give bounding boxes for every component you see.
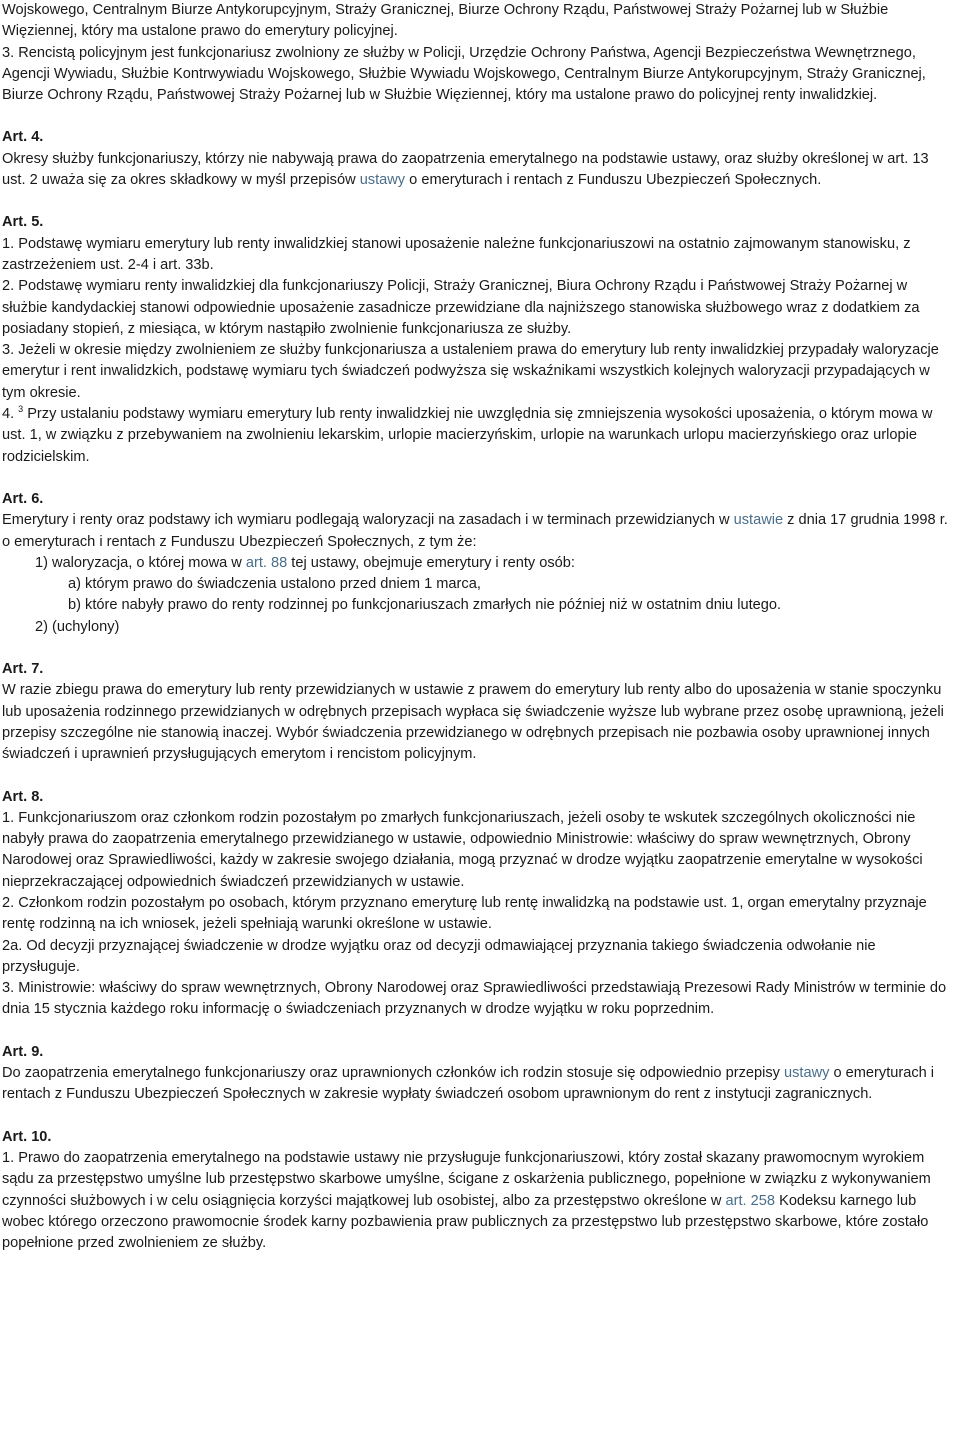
- article-7-title: Art. 7.: [2, 661, 44, 678]
- article-4-title: Art. 4.: [2, 129, 44, 146]
- article-5-paragraph-1: 1. Podstawę wymiaru emerytury lub renty inwalidzkiej stanowi uposażenie należne funkcjonariuszowi na ostatnio zajmowanym stanowisku, z zastrzeżeniem ust. 2-4 i art. 33b.: [2, 235, 911, 273]
- article-8-paragraph-2: 2. Członkom rodzin pozostałym po osobach, którym przyznano emeryturę lub rentę inwalidzką na podstawie ust. 1, organ emerytalny przyznaje rentę rodzinną na ich wniosek, jeżeli spełniają warunki określone w ustawie.: [2, 894, 927, 933]
- article-10-text-a: 1. Prawo do zaopatrzenia emerytalnego na podstawie ustawy nie przysługuje funkcjonariuszowi, który został skazany prawomocnym wyrokiem sądu za przestępstwo umyślne lub przestępstwo skarbowe umyślne, ścigane z oskarżenia publicznego, popełnione w związku z wykonywaniem czynności służbowych i w celu osiągnięcia korzyści majątkowej lub osobistej, albo za przestępstwo określone w: [2, 1149, 931, 1209]
- ustawie-link[interactable]: ustawie: [733, 512, 784, 529]
- article-10-paragraph-1: [2, 1148, 952, 1254]
- article-6-text-a: Emerytury i renty oraz podstawy ich wymiaru podlegają waloryzacji na zasadach i w terminach przewidzianych w: [2, 512, 734, 529]
- article-10-text-b: Kodeksu karnego lub wobec którego orzeczono prawomocnie środek karny pozbawienia praw publicznych za przestępstwo lub przestępstwo skarbowe, które zostało popełnione przed zwolnieniem ze służby.: [2, 1192, 929, 1252]
- item-1-text-a: 1) waloryzacja, o której mowa w: [35, 554, 246, 571]
- article-9-title: Art. 9.: [2, 1043, 44, 1060]
- article-10-title: Art. 10.: [2, 1128, 52, 1145]
- article-5-title: Art. 5.: [2, 214, 44, 231]
- ustawy-link[interactable]: ustawy: [359, 172, 406, 189]
- article-9-text-b: o emeryturach i rentach z Funduszu Ubezpieczeń Społecznych w zakresie wypłaty świadczeń osobom uprawnionym do rent z instytucji zagranicznych.: [2, 1065, 935, 1103]
- item-1-text-b: tej ustawy, obejmuje emerytury i renty osób:: [287, 554, 575, 571]
- article-9-text: [2, 1063, 952, 1106]
- article-6-item-1b: b) które nabyły prawo do renty rodzinnej po funkcjonariuszach zmarłych nie później niż w ostatnim dniu lutego.: [68, 597, 782, 614]
- article-4-text: [2, 149, 952, 192]
- article-4-text-b: o emeryturach i rentach z Funduszu Ubezpieczeń Społecznych.: [405, 172, 822, 189]
- article-6-item-2: 2) (uchylony): [35, 618, 120, 635]
- paragraph-3-rencista: 3. Rencistą policyjnym jest funkcjonariusz zwolniony ze służby w Policji, Urzędzie Ochrony Państwa, Agencji Bezpieczeństwa Wewnętrznego, Agencji Wywiadu, Służbie Kontrwywiadu Wojskowego, Służbie Wywiadu Wojskowego, Centralnym Biurze Antykorupcyjnym, Straży Granicznej, Biurze Ochrony Rządu, Państwowej Straży Pożarnej lub w Służbie Więziennej, który ma ustalone prawo do policyjnej renty inwalidzkiej.: [2, 44, 926, 104]
- paragraph-4-number: 4.: [2, 406, 15, 423]
- article-6-item-1a: a) którym prawo do świadczenia ustalono przed dniem 1 marca,: [68, 576, 481, 593]
- art-258-link[interactable]: art. 258: [725, 1192, 776, 1209]
- article-6-text-b: z dnia 17 grudnia 1998 r. o emeryturach i rentach z Funduszu Ubezpieczeń Społecznych, z tym że:: [2, 512, 948, 550]
- article-4-text-a: Okresy służby funkcjonariuszy, którzy nie nabywają prawa do zaopatrzenia emerytalnego na podstawie ustawy, oraz służby określonej w art. 13 ust. 2 uważa się za okres składkowy w myśl przepisów: [2, 150, 929, 189]
- article-9-text-a: Do zaopatrzenia emerytalnego funkcjonariuszy oraz uprawnionych członków ich rodzin stosuje się odpowiednio przepisy: [2, 1065, 784, 1082]
- article-6-title: Art. 6.: [2, 490, 44, 507]
- paragraph-continuation: Wojskowego, Centralnym Biurze Antykorupcyjnym, Straży Granicznej, Biurze Ochrony Rządu, Państwowej Straży Pożarnej lub w Służbie Więziennej, który ma ustalone prawo do emerytury policyjnej.: [2, 2, 889, 40]
- article-8-title: Art. 8.: [2, 788, 44, 805]
- article-7-text: W razie zbiegu prawa do emerytury lub renty przewidzianych w ustawie z prawem do emerytury lub renty albo do uposażenia w stanie spoczynku lub uposażenia rodzinnego przewidzianych w odrębnych przepisach wypłaca się świadczenie wyższe lub wybrane przez osobę uprawnioną, jeżeli przepisy szczególne nie stanowią inaczej. Wybór świadczenia przewidzianego w odrębnych przepisach nie pozbawia osoby uprawnionej innych świadczeń i uprawnień przysługujących emerytom i rencistom policyjnym.: [2, 682, 944, 763]
- footnote-marker[interactable]: 3: [18, 404, 24, 415]
- article-8-paragraph-3: 3. Ministrowie: właściwy do spraw wewnętrznych, Obrony Narodowej oraz Sprawiedliwości przedstawiają Prezesowi Rady Ministrów w terminie do dnia 15 stycznia każdego roku informację o świadczeniach przyznanych w drodze wyjątku w roku poprzednim.: [2, 980, 947, 1018]
- article-5-paragraph-2: 2. Podstawę wymiaru renty inwalidzkiej dla funkcjonariuszy Policji, Straży Granicznej, Biura Ochrony Rządu i Państwowej Straży Pożarnej w służbie kandydackiej stanowi odpowiednie uposażenie zasadnicze przewidziane dla najniższego stanowiska służbowego wraz z dodatkiem za posiadany stopień, z miesiąca, w którym nastąpiło zwolnienie funkcjonariusza ze służby.: [2, 278, 920, 337]
- article-5-paragraph-4: [2, 404, 952, 468]
- ustawy-link-2[interactable]: ustawy: [784, 1065, 830, 1082]
- article-5-paragraph-3: 3. Jeżeli w okresie między zwolnieniem ze służby funkcjonariusza a ustaleniem prawa do emerytury lub renty inwalidzkiej przypadały waloryzacje emerytur i rent inwalidzkich, podstawę wymiaru tych świadczeń podwyższa się wskaźnikami wszystkich kolejnych waloryzacji przypadających w tym okresie.: [2, 342, 939, 401]
- article-8-paragraph-1: 1. Funkcjonariuszom oraz członkom rodzin pozostałym po zmarłych funkcjonariuszach, jeżeli osoby te wskutek szczególnych okoliczności nie nabyły prawa do zaopatrzenia emerytalnego przewidzianego w ustawie, odpowiednio Ministrowie: właściwy do spraw wewnętrznych, Obrony Narodowej oraz Sprawiedliwości, każdy w zakresie swojego działania, mogą przyznać w drodze wyjątku zaopatrzenie emerytalne w wysokości nieprzekraczającej odpowiednich świadczeń przewidzianych w ustawie.: [2, 809, 923, 890]
- article-6-item-1: [2, 553, 952, 574]
- article-6-text: [2, 510, 952, 553]
- paragraph-4-text: Przy ustalaniu podstawy wymiaru emerytury lub renty inwalidzkiej nie uwzględnia się zmniejszenia wysokości uposażenia, o którym mowa w ust. 1, w związku z przebywaniem na zwolnieniu lekarskim, urlopie macierzyńskim, urlopie na warunkach urlopu macierzyńskiego oraz urlopie rodzicielskim.: [2, 406, 933, 465]
- art-88-link[interactable]: art. 88: [245, 554, 288, 571]
- article-8-paragraph-2a: 2a. Od decyzji przyznającej świadczenie w drodze wyjątku oraz od decyzji odmawiającej przyznania takiego świadczenia odwołanie nie przysługuje.: [2, 937, 876, 975]
